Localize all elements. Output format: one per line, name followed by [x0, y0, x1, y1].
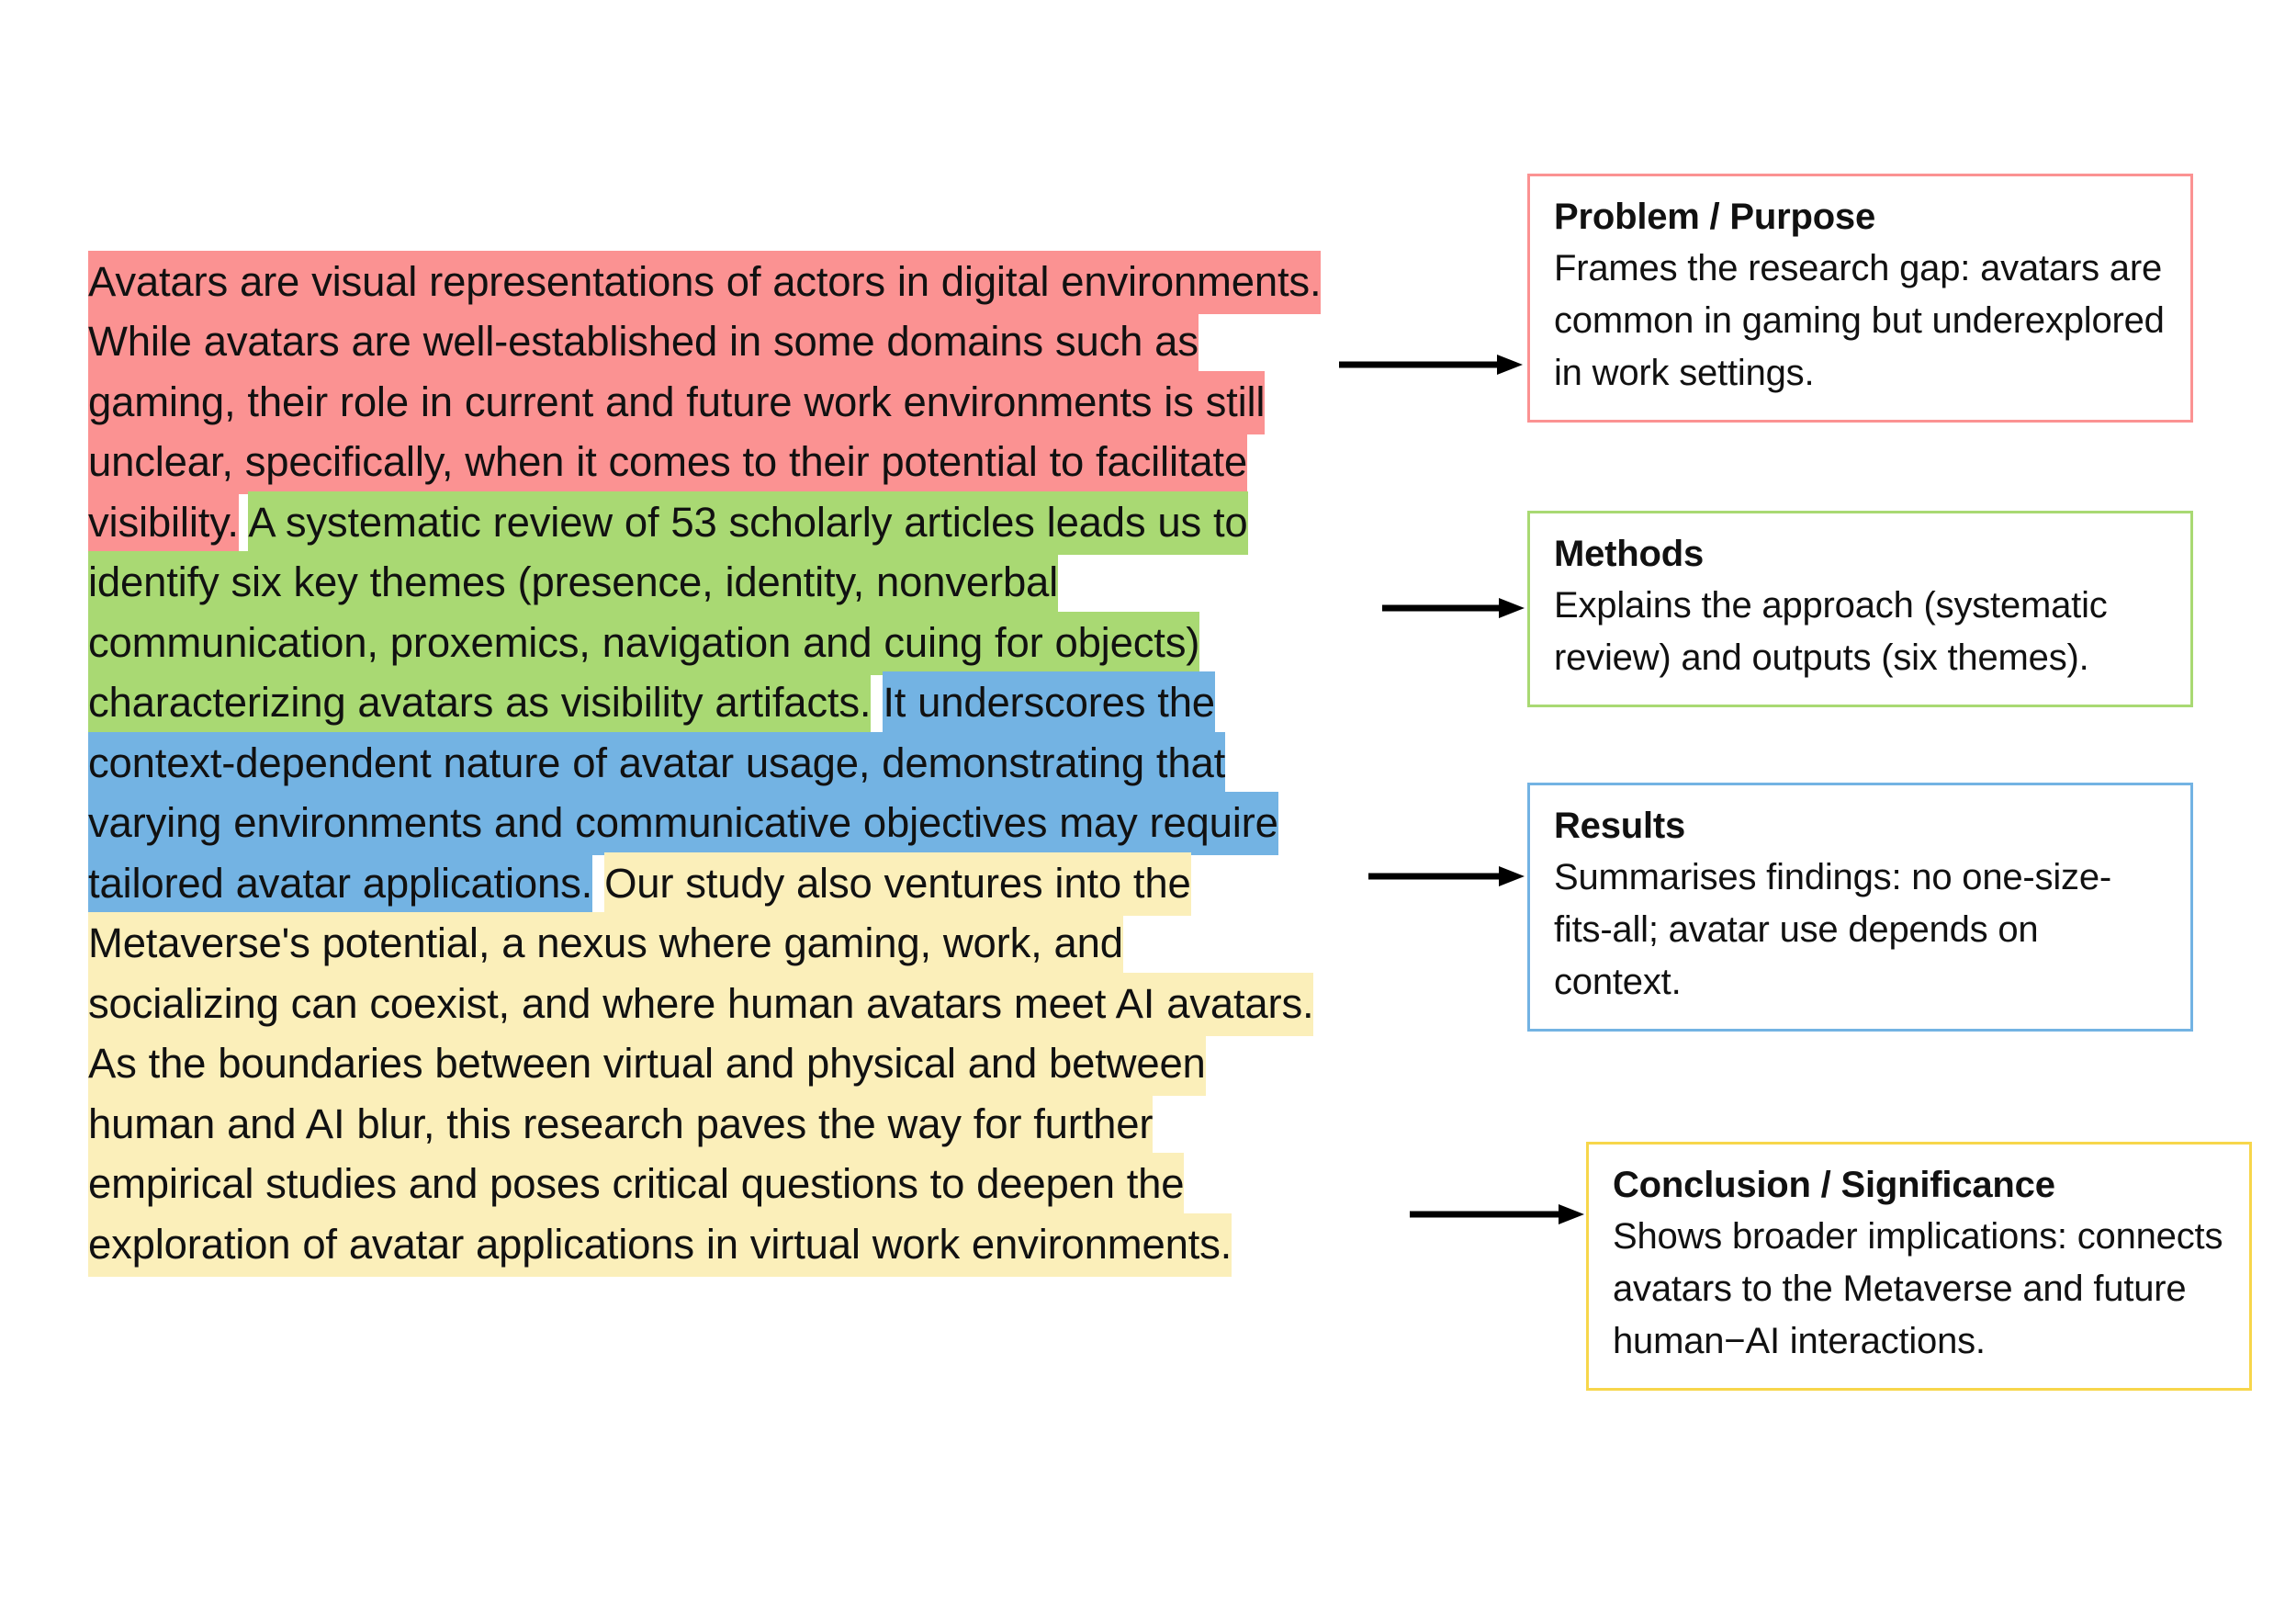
annotation-card-conclusion-body: Shows broader implications: connects avatars to the Metaverse and future human−AI interactions.: [1613, 1216, 2223, 1361]
highlight-segment-problem: Avatars are visual representations of actors in digital environments. While avatars are well-established in some domains such as gaming, their role in current and future work environments is still unclear, specifically, when it comes to their potential to facilitate visibility.: [88, 251, 1321, 555]
arrow-to-conclusion-card: [1410, 1203, 1584, 1225]
annotation-card-problem-title: Problem / Purpose: [1554, 197, 1876, 237]
annotation-card-conclusion: [1586, 1142, 2252, 1391]
annotation-card-problem: [1527, 174, 2193, 423]
annotation-card-problem-body: Frames the research gap: avatars are common in gaming but underexplored in work settings.: [1554, 248, 2165, 393]
annotation-card-methods-title: Methods: [1554, 534, 1705, 574]
arrow-to-results-card: [1368, 865, 1525, 887]
annotation-card-results: [1527, 783, 2193, 1032]
arrow-to-problem-card: [1339, 354, 1523, 376]
highlight-segment-conclusion: Our study also ventures into the Metaverse's potential, a nexus where gaming, work, and socializing can coexist, and where human avatars meet AI avatars. As the boundaries between virtual and physical and between human and AI blur, this research paves the way for further empirical studies and poses critical questions to deepen the exploration of avatar applications in virtual work environments.: [88, 852, 1313, 1277]
abstract-paragraph: [88, 252, 1323, 1275]
arrow-to-methods-card: [1382, 597, 1525, 619]
highlight-segment-methods: A systematic review of 53 scholarly articles leads us to identify six key themes (presence, identity, nonverbal communication, proxemics, navigation and cuing for objects) characterizing avatars as visibility artifacts.: [88, 491, 1248, 736]
abstract-panel: [88, 209, 1323, 1316]
annotation-card-conclusion-title: Conclusion / Significance: [1613, 1165, 2055, 1205]
annotation-card-results-title: Results: [1554, 806, 1686, 846]
annotation-card-methods-body: Explains the approach (systematic review) and outputs (six themes).: [1554, 585, 2108, 678]
annotation-card-methods: [1527, 511, 2193, 707]
highlight-segment-results: It underscores the context-dependent nature of avatar usage, demonstrating that varying environments and communicative objectives may require tailored avatar applications.: [88, 671, 1278, 916]
annotation-card-results-body: Summarises findings: no one-size-fits-all; avatar use depends on context.: [1554, 857, 2111, 1002]
